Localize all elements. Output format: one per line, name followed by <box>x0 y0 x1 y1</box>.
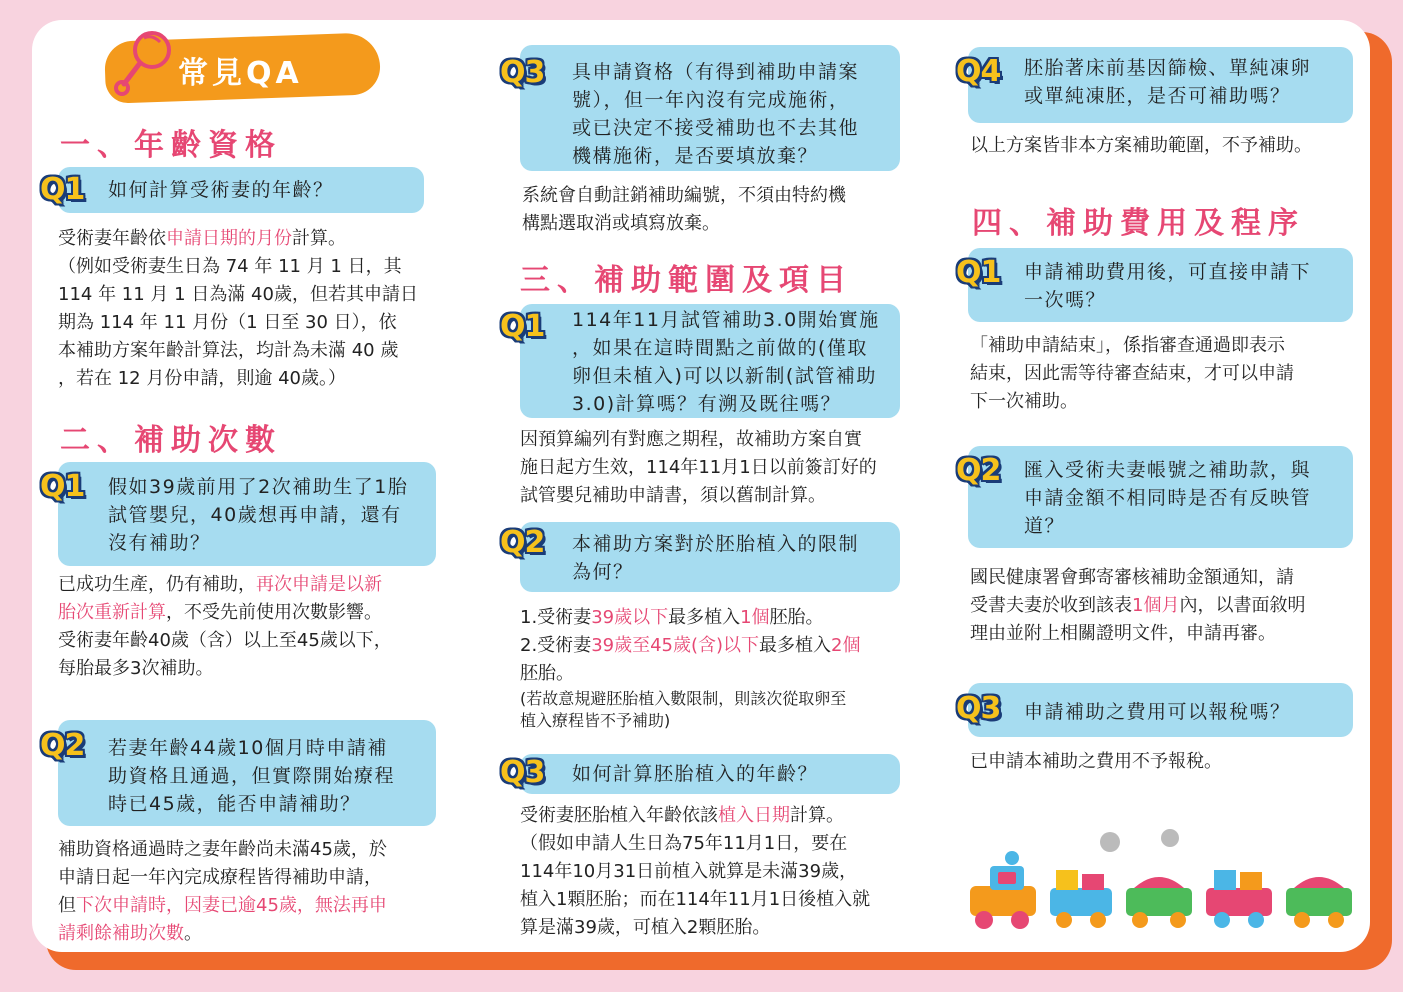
q-badge: Q2 <box>956 453 1001 488</box>
answer-text: 因預算編列有對應之期程，故補助方案自實 施日起方生效，114年11月1日以前簽訂好的 試管嬰兒補助申請書，須以舊制計算。 <box>520 429 877 506</box>
question-text: 胚胎著床前基因篩檢、單純凍卵 或單純凍胚，是否可補助嗎？ <box>1024 57 1312 107</box>
q-badge: Q3 <box>500 55 545 90</box>
answer-text: 受術妻年齡依申請日期的月份計算。 （例如受術妻生日為 74 年 11 月 1 日，其 114 年 11 月 1 日為滿 40歲，但若其申請日 期為 114 年 11 月份（1 日至 30 日），依 本補助方案年齡計算法，均計為未滿 40 歲 ，若在 12 月份申請，則逾 40歲。） <box>58 228 418 389</box>
question-text: 具申請資格（有得到補助申請案 號），但一年內沒有完成施術， 或已決定不接受補助也不去其他 機構施術，是否要填放棄？ <box>572 61 860 167</box>
answer-text: 補助資格通過時之妻年齡尚未滿45歲，於 申請日起一年內完成療程皆得補助申請， 但下次申請時，因妻已逾45歲，無法再申 請剩餘補助次數。 <box>58 839 387 944</box>
question-text: 若妻年齡44歲10個月時申請補 助資格且通過，但實際開始療程 時已45歲，能否申請補助？ <box>108 737 396 815</box>
question-text: 申請補助費用後，可直接申請下 一次嗎？ <box>1024 261 1312 311</box>
answer-text: 以上方案皆非本方案補助範圍，不予補助。 <box>970 135 1312 156</box>
section-title-scope: 三、補助範圍及項目 <box>520 263 853 298</box>
question-text: 如何計算胚胎植入的年齡？ <box>572 763 819 785</box>
note-text: (若故意規避胚胎植入數限制，則該次從取卵至 植入療程皆不予補助) <box>520 689 847 730</box>
q-badge: Q1 <box>500 309 545 344</box>
answer-text: 受術妻胚胎植入年齡依該植入日期計算。 （假如申請人生日為75年11月1日，要在 114年10月31日前植入就算是未滿39歲， 植入1顆胚胎；而在114年11月1日後植入就 算是滿39歲，可植入2顆胚胎。 <box>520 805 871 938</box>
answer-text: 國民健康署會郵寄審核補助金額通知，請 受書夫妻於收到該表1個月內，以書面敘明 理由並附上相關證明文件，申請再審。 <box>970 567 1306 644</box>
section-title-times: 二、補助次數 <box>60 423 282 458</box>
question-text: 申請補助之費用可以報稅嗎？ <box>1024 701 1291 723</box>
question-text: 如何計算受術妻的年齡？ <box>108 179 334 201</box>
q-badge: Q1 <box>40 469 85 504</box>
answer-text: 系統會自動註銷補助編號，不須由特約機 構點選取消或填寫放棄。 <box>522 185 846 234</box>
section-title-cost: 四、補助費用及程序 <box>972 206 1305 241</box>
answer-text: 「補助申請結束」，係指審查通過即表示 結束，因此需等待審查結束，才可以申請 下一次補助。 <box>970 335 1294 412</box>
rattle-icon <box>114 28 174 98</box>
answer-text: 已申請本補助之費用不予報稅。 <box>970 751 1222 772</box>
q-badge: Q3 <box>956 691 1001 726</box>
question-text: 本補助方案對於胚胎植入的限制 為何？ <box>572 533 860 583</box>
q-badge: Q2 <box>500 525 545 560</box>
q-badge: Q3 <box>500 755 545 790</box>
question-text: 假如39歲前用了2次補助生了1胎 試管嬰兒，40歲想再申請，還有 沒有補助？ <box>108 476 409 554</box>
answer-text: 1.受術妻39歲以下最多植入1個胚胎。 2.受術妻39歲至45歲(含)以下最多植入2個 胚胎。 <box>520 607 861 684</box>
toy-train-icon <box>960 826 1360 936</box>
question-text: 114年11月試管補助3.0開始實施 ，如果在這時間點之前做的(僅取 卵但未植入)可以以新制(試管補助 3.0)計算嗎？有溯及既往嗎？ <box>572 309 880 415</box>
q-badge: Q4 <box>956 54 1001 89</box>
q-badge: Q1 <box>40 172 85 207</box>
section-title-age: 一、年齡資格 <box>60 128 282 163</box>
page-title: 常見QA <box>178 56 303 91</box>
answer-text: 已成功生產，仍有補助，再次申請是以新 胎次重新計算，不受先前使用次數影響。 受術妻年齡40歲（含）以上至45歲以下， 每胎最多3次補助。 <box>58 574 392 679</box>
question-text: 匯入受術夫妻帳號之補助款，與 申請金額不相同時是否有反映管 道？ <box>1024 459 1312 537</box>
q-badge: Q2 <box>40 728 85 763</box>
q-badge: Q1 <box>956 255 1001 290</box>
